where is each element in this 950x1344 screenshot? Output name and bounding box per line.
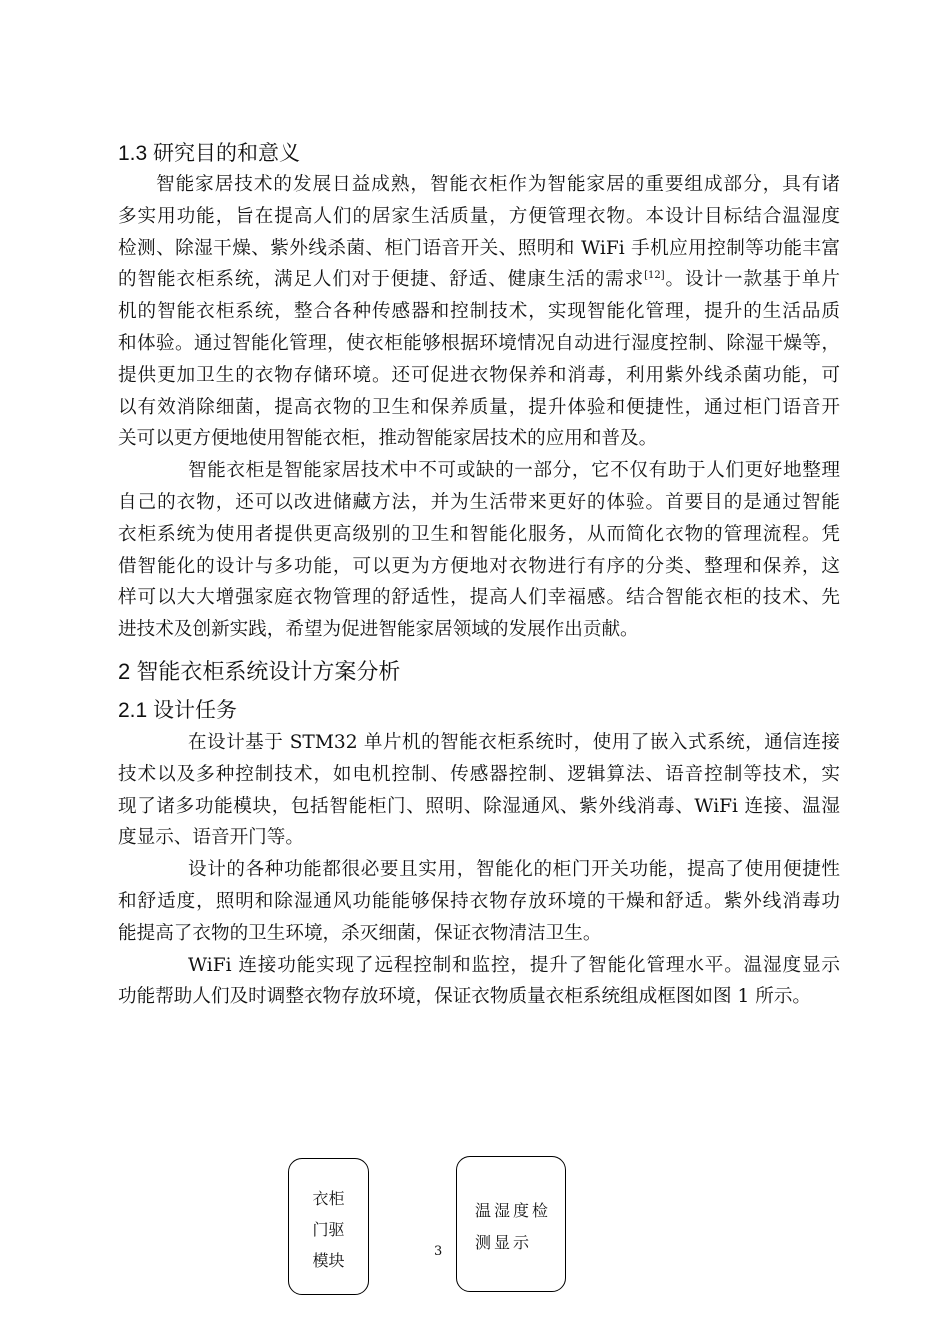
text-line: 检测、除湿干燥、紫外线杀菌、柜门语音开关、照明和 WiFi 手机应用控制等功能丰富 xyxy=(118,237,840,259)
paragraph xyxy=(118,854,840,949)
text-line: 设计的各种功能都很必要且实用，智能化的柜门开关功能，提高了使用便捷性 xyxy=(188,859,840,881)
citation-ref: [12] xyxy=(644,270,665,282)
diagram-box-temp-humidity-display xyxy=(456,1156,566,1292)
text-line: 功能帮助人们及时调整衣物存放环境，保证衣物质量衣柜系统组成框图如图 1 所示。 xyxy=(118,986,812,1008)
text-line: 样可以大大增强家庭衣物管理的舒适性，提高人们幸福感。结合智能衣柜的技术、先 xyxy=(118,587,840,609)
text-line: 技术以及多种控制技术，如电机控制、传感器控制、逻辑算法、语音控制等技术，实 xyxy=(118,763,840,785)
document-body xyxy=(118,138,840,1013)
text-line: 智能衣柜是智能家居技术中不可或缺的一部分，它不仅有助于人们更好地整理 xyxy=(188,460,840,482)
text-line: 关可以更方便地使用智能衣柜，推动智能家居技术的应用和普及。 xyxy=(118,428,658,450)
page-number: 3 xyxy=(434,1244,443,1259)
text-line xyxy=(118,264,840,296)
text-line: 在设计基于 STM32 单片机的智能衣柜系统时，使用了嵌入式系统，通信连接 xyxy=(188,731,840,753)
paragraph xyxy=(118,727,840,854)
box-line: 模块 xyxy=(312,1251,345,1270)
text-line: 智能家居技术的发展日益成熟，智能衣柜作为智能家居的重要组成部分，具有诸 xyxy=(156,174,840,195)
text-line: 能提高了衣物的卫生环境，杀灭细菌，保证衣物清洁卫生。 xyxy=(118,922,602,944)
section-heading-1-3: 1.3 研究目的和意义 xyxy=(118,142,301,165)
box-line: 门驱 xyxy=(312,1220,345,1239)
text-line: 提供更加卫生的衣物存储环境。还可促进衣物保养和消毒，利用紫外线杀菌功能，可 xyxy=(118,364,840,386)
paragraph xyxy=(118,950,840,1014)
box-line: 测显示 xyxy=(475,1233,533,1252)
box-line: 温湿度检 xyxy=(475,1201,552,1220)
text-line: 现了诸多功能模块，包括智能柜门、照明、除湿通风、紫外线消毒、WiFi 连接、温湿 xyxy=(118,795,840,817)
text-line: 机的智能衣柜系统，整合各种传感器和控制技术，实现智能化管理，提升的生活品质 xyxy=(118,301,840,323)
diagram-box-wardrobe-door-driver xyxy=(288,1158,369,1295)
text-line: 多实用功能，旨在提高人们的居家生活质量，方便管理衣物。本设计目标结合温湿度 xyxy=(118,205,840,227)
text-segment: 。设计一款基于单片 xyxy=(664,269,840,291)
section-1-3-body xyxy=(118,169,840,646)
text-line: 度显示、语音开门等。 xyxy=(118,827,304,849)
chapter-heading-2: 2 智能衣柜系统设计方案分析 xyxy=(118,658,401,684)
text-line: 和体验。通过智能化管理，使衣柜能够根据环境情况自动进行湿度控制、除湿干燥等， xyxy=(118,332,840,354)
text-line: WiFi 连接功能实现了远程控制和监控，提升了智能化管理水平。温湿度显示 xyxy=(188,954,840,976)
text-line: 进技术及创新实践，希望为促进智能家居领域的发展作出贡献。 xyxy=(118,619,639,641)
section-2-1-body xyxy=(118,727,840,1013)
text-line: 以有效消除细菌，提高衣物的卫生和保养质量，提升体验和便捷性，通过柜门语音开 xyxy=(118,396,840,418)
box-line: 衣柜 xyxy=(312,1189,345,1208)
text-line: 和舒适度，照明和除湿通风功能能够保持衣物存放环境的干燥和舒适。紫外线消毒功 xyxy=(118,890,840,912)
text-line: 自己的衣物，还可以改进储藏方法，并为生活带来更好的体验。首要目的是通过智能 xyxy=(118,491,840,513)
text-line: 借智能化的设计与多功能，可以更为方便地对衣物进行有序的分类、整理和保养，这 xyxy=(118,555,840,577)
text-segment: 的智能衣柜系统，满足人们对于便捷、舒适、健康生活的需求 xyxy=(118,269,645,291)
text-line: 衣柜系统为使用者提供更高级别的卫生和智能化服务，从而简化衣物的管理流程。凭 xyxy=(118,523,840,545)
paragraph xyxy=(118,169,840,455)
paragraph xyxy=(118,455,840,646)
section-heading-2-1: 2.1 设计任务 xyxy=(118,698,238,722)
